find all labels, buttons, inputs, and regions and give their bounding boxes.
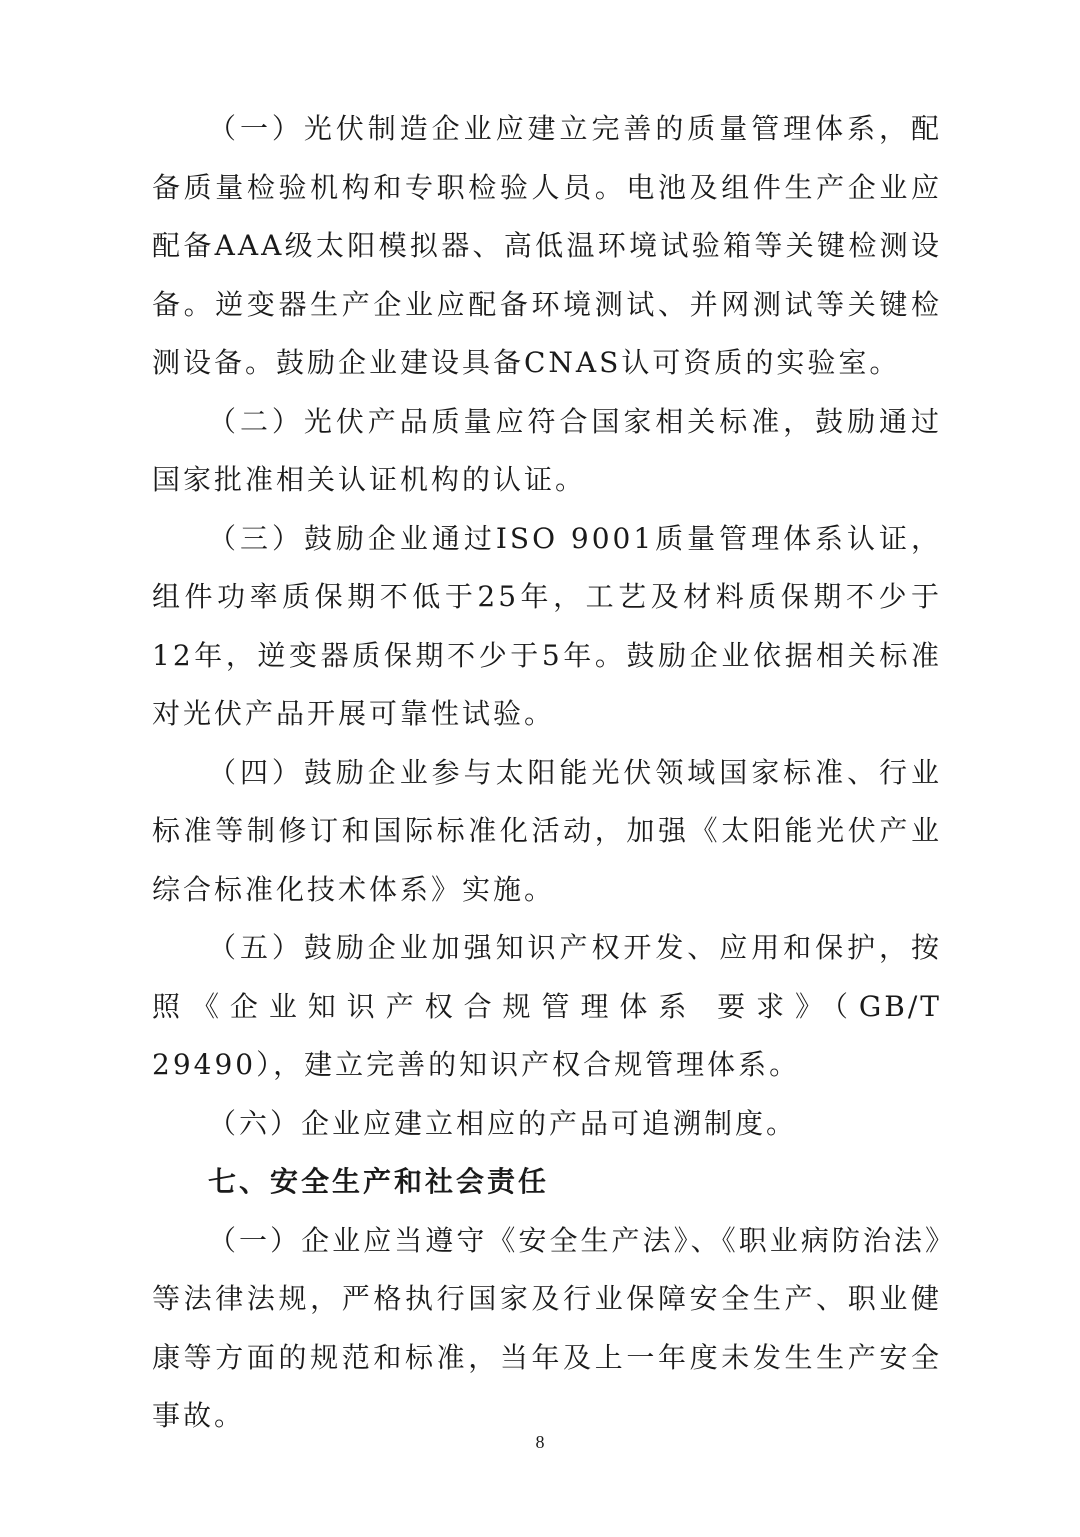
paragraph-product-standards: （二）光伏产品质量应符合国家相关标准，鼓励通过国家批准相关认证机构的认证。 xyxy=(152,404,942,496)
paragraph-traceability: （六）企业应建立相应的产品可追溯制度。 xyxy=(208,1106,798,1140)
section-heading-safety: 七、安全生产和社会责任 xyxy=(208,1165,550,1198)
paragraph-iso-warranty: （三）鼓励企业通过ISO 9001质量管理体系认证，组件功率质保期不低于25年，工艺及材料质保期不少于12年，逆变器质保期不少于5年。鼓励企业依据相关标准对光伏产品开展可靠性试验。 xyxy=(152,521,942,730)
page-number: 8 xyxy=(535,1432,545,1452)
document-body xyxy=(152,100,942,1446)
paragraph-intellectual-property: （五）鼓励企业加强知识产权开发、应用和保护，按照《企业知识产权合规管理体系 要求》（GB/T 29490），建立完善的知识产权合规管理体系。 xyxy=(152,931,942,1081)
paragraph-safety-laws: （一）企业应当遵守《安全生产法》、《职业病防治法》等法律法规，严格执行国家及行业保障安全生产、职业健康等方面的规范和标准，当年及上一年度未发生生产安全事故。 xyxy=(152,1223,942,1432)
paragraph-quality-management: （一）光伏制造企业应建立完善的质量管理体系，配备质量检验机构和专职检验人员。电池及组件生产企业应配备AAA级太阳模拟器、高低温环境试验箱等关键检测设备。逆变器生产企业应配备环境测试、并网测试等关键检测设备。鼓励企业建设具备CNAS认可资质的实验室。 xyxy=(152,112,942,379)
paragraph-standardization: （四）鼓励企业参与太阳能光伏领域国家标准、行业标准等制修订和国际标准化活动，加强《太阳能光伏产业综合标准化技术体系》实施。 xyxy=(152,755,942,906)
